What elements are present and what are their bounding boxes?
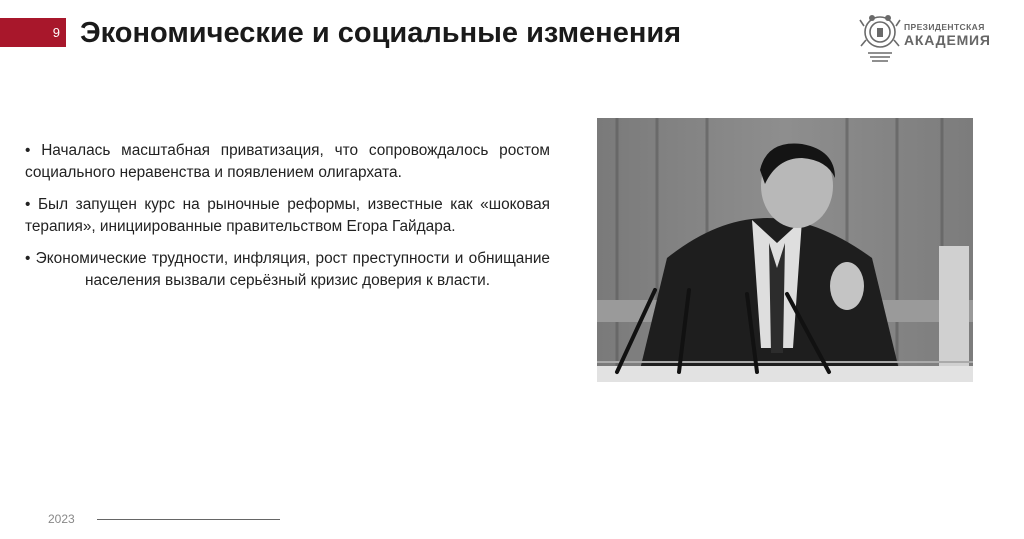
slide-title: Экономические и социальные изменения (80, 17, 682, 49)
bullet-item: • Началась масштабная приватизация, что сопровождалось ростом социального неравенства и появлением олигархата. (25, 142, 550, 181)
bullet-list (25, 140, 550, 302)
slide-number: 9 (52, 25, 60, 40)
academy-logo (858, 8, 998, 66)
logo-text-line1: ПРЕЗИДЕНТСКАЯ (904, 22, 985, 32)
bullet-item: • Был запущен курс на рыночные реформы, известные как «шоковая терапия», инициированные правительством Егора Гайдара. (25, 196, 550, 235)
double-headed-eagle-emblem-icon (858, 8, 902, 64)
footer-year: 2023 (48, 512, 75, 526)
speaker-photo (597, 118, 973, 382)
bullet-item: • Экономические трудности, инфляция, рост преступности и обнищание населения вызвали серьёзный кризис доверия к власти. (25, 250, 550, 289)
footer-divider (97, 519, 280, 520)
logo-text-line2: АКАДЕМИЯ (904, 32, 991, 48)
slide-number-badge (0, 18, 66, 47)
speaker-photo-illustration (597, 118, 973, 382)
